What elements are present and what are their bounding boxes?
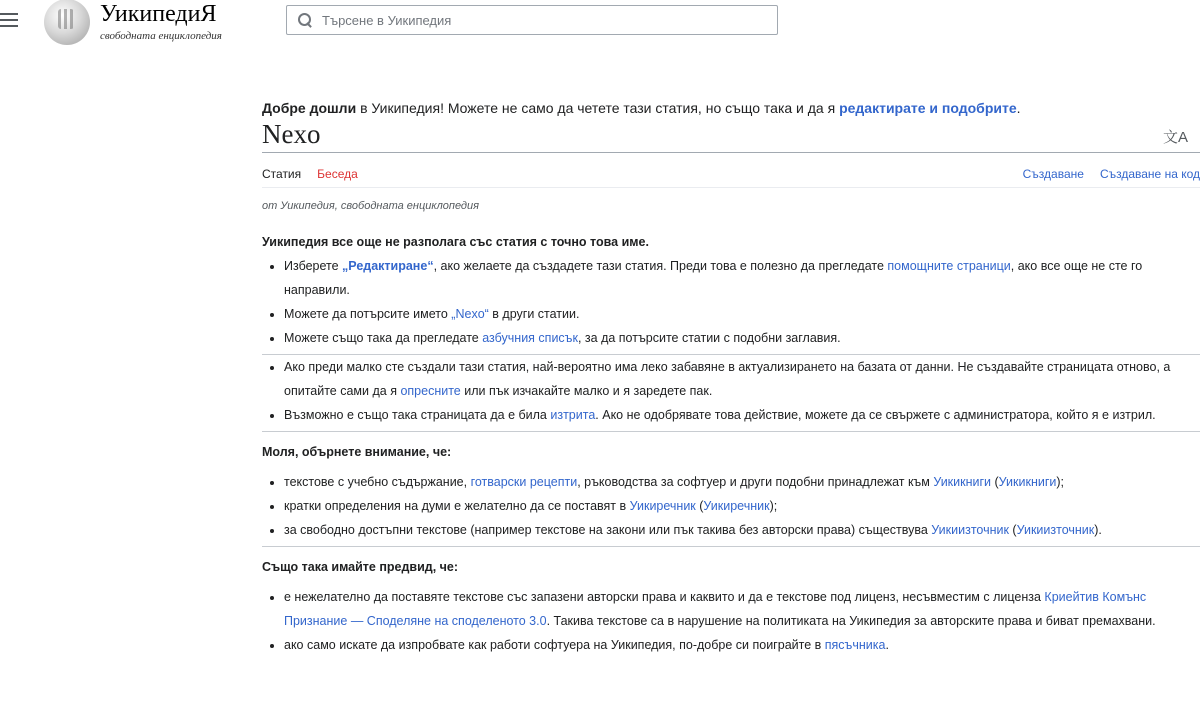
search-icon [298,13,312,27]
search-input[interactable] [320,12,764,29]
notice-heading: Уикипедия все още не разполага със статия с точно това име. [262,235,649,249]
menu-bar [0,19,18,21]
item-text: , ръководства за софтуер и други подобни принадлежат към [577,475,934,489]
wikibooks-link[interactable]: Уикикниги [933,475,992,489]
item-text: , ако все още не сте го направили. [284,259,1143,297]
item-text: . [885,638,889,652]
item-text: Ако преди малко сте създали тази статия, най-вероятно има леко забавяне в актуализирането на базата от данни. Не създавайте страницата отново, а опитайте сами да я [284,360,1171,398]
welcome-end: . [1016,100,1021,116]
tab-talk[interactable]: Беседа [317,167,358,181]
list-item [284,254,1200,302]
tab-article[interactable]: Статия [262,167,302,181]
deleted-log-link[interactable]: изтрита [550,408,596,422]
list-item [284,633,1200,657]
item-text: текстове с учебно съдържание, [284,475,471,489]
list-item [284,494,1200,518]
item-text: или пък изчакайте малко и я заредете пак. [460,384,713,398]
tab-create[interactable]: Създаване [1022,167,1084,181]
wiktionary-logo-link[interactable]: Уикиречник [703,499,770,513]
item-text: в други статии. [488,307,580,321]
list-item [284,302,1200,326]
main-content [262,100,1200,657]
logo-name: УикипедиЯ [100,1,217,27]
alphabetical-list-link[interactable]: азбучния списък [482,331,578,345]
wikipedia-globe-icon [44,0,90,45]
divider [262,546,1200,547]
item-text: ( [695,499,704,513]
notice-list [262,254,1200,350]
translate-icon[interactable]: 文A [1162,129,1188,146]
item-text: е нежелателно да поставяте текстове със запазени авторски права и каквито и да е текстове под лиценз, несъвместим с лиценза [284,590,1045,604]
list-item [284,470,1200,494]
item-text: , ако желаете да създадете тази статия. Преди това е полезно да прегледате [433,259,888,273]
site-subtitle: от Уикипедия, свободната енциклопедия [262,200,480,212]
item-text: Можете да потърсите името [284,307,452,321]
wikisource-logo-link[interactable]: Уикиизточник [1016,523,1095,537]
item-text: Можете също така да прегледате [284,331,483,345]
item-text: Изберете [284,259,343,273]
sandbox-link[interactable]: пясъчника [824,638,886,652]
also-heading: Също така имайте предвид, че: [262,560,459,574]
search-name-link[interactable]: „Nexo“ [451,307,489,321]
search-box[interactable] [286,5,778,35]
divider [262,431,1200,432]
page-title: Nexo [262,119,321,149]
edit-improve-link[interactable]: редактирате и подобрите [839,100,1017,116]
wikibooks-logo-link[interactable]: Уикикниги [998,475,1057,489]
item-text: ( [1008,523,1017,537]
item-text: . Такива текстове са в нарушение на политиката на Уикипедия за авторските права и биват премахвани. [546,614,1156,628]
menu-bar [0,25,18,27]
welcome-bold: Добре дошли [262,100,357,116]
attention-heading: Моля, обърнете внимание, че: [262,445,452,459]
notice-list-2 [262,355,1200,427]
logo-tagline: свободната енциклопедия [100,30,222,42]
purge-link[interactable]: опресните [400,384,461,398]
list-item [284,326,1200,350]
list-item [284,403,1200,427]
menu-bar [0,13,18,15]
page-tabs [262,153,1200,188]
list-item [284,518,1200,542]
recipes-link[interactable]: готварски рецепти [470,475,578,489]
wikisource-link[interactable]: Уикиизточник [931,523,1009,537]
list-item [284,585,1200,633]
tab-create-source[interactable]: Създаване на код [1099,167,1200,181]
no-article-notice [262,230,1200,657]
main-menu-button[interactable] [0,10,18,26]
item-text: кратки определения на думи е желателно да се поставят в [284,499,630,513]
item-text: ); [769,499,778,513]
item-text: , за да потърсите статии с подобни заглавия. [577,331,841,345]
item-text: за свободно достъпни текстове (например текстове на закони или пък такива без авторски права) съществува [284,523,932,537]
wikipedia-logo[interactable] [44,0,222,44]
help-pages-link[interactable]: помощните страници [887,259,1011,273]
edit-link[interactable]: „Редактиране“ [342,259,434,273]
item-text: ( [991,475,999,489]
item-text: ); [1056,475,1065,489]
wiktionary-link[interactable]: Уикиречник [629,499,696,513]
license-link[interactable]: Криейтив Комънс Признание — Споделяне на споделеното 3.0 [284,590,1147,628]
list-item [284,355,1200,403]
wordmark [100,2,222,42]
welcome-text: в Уикипедия! Можете не само да четете тази статия, но също така и да я [356,100,840,116]
attention-list [262,470,1200,542]
item-text: . Ако не одобрявате това действие, можете да се свържете с администратора, който я е изтрил. [595,408,1156,422]
item-text: ). [1094,523,1102,537]
item-text: ако само искате да изпробвате как работи софтуера на Уикипедия, по-добре си поиграйте в [284,638,825,652]
item-text: Възможно е също така страницата да е била [284,408,551,422]
also-list [262,585,1200,657]
title-row [262,118,1200,153]
welcome-banner [262,100,1200,116]
